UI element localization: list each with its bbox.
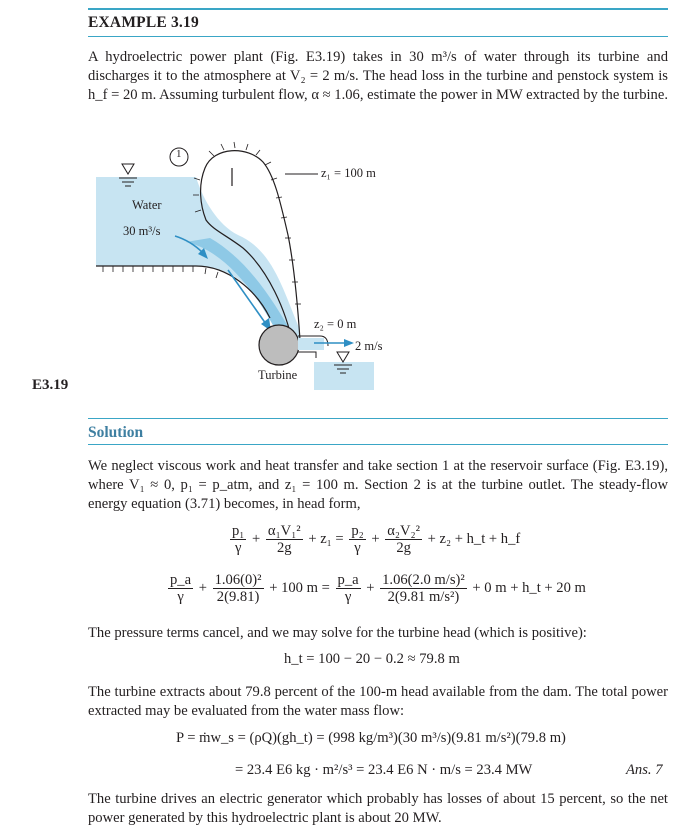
turbine-text: The turbine extracts about 79.8 percent of the 100-m head available from the dam. The total power extracted may be evaluated from the water mass flow: xyxy=(88,684,668,719)
ground-hatching xyxy=(103,266,218,278)
eq1-z1: + z₁ = xyxy=(308,530,344,547)
eq1-tail: + z₂ + h_t + h_f xyxy=(427,530,521,547)
eq2-pa1: p_a xyxy=(170,572,192,588)
eq2-d1: 2(9.81) xyxy=(216,589,260,605)
eq2-n1: 1.06(0)² xyxy=(214,572,262,588)
solution-rule xyxy=(88,418,668,419)
exit-velocity-label: 2 m/s xyxy=(355,339,383,353)
solution-heading: Solution xyxy=(88,424,144,441)
section-marker-label: 1 xyxy=(176,148,182,160)
eq1-p1: p₁ xyxy=(232,523,245,539)
z1-label: z₁ = 100 m xyxy=(321,166,376,180)
eq2-d2: 2(9.81 m/s²) xyxy=(387,589,460,605)
turbine-label: Turbine xyxy=(258,368,298,382)
reservoir-water xyxy=(96,177,196,266)
turbine-head-equation: h_t = 100 − 20 − 0.2 ≈ 79.8 m xyxy=(284,651,460,667)
title-underline xyxy=(88,36,668,37)
eq1-a1v1: α₁V₁² xyxy=(267,523,301,539)
power-result: = 23.4 E6 kg · m²/s³ = 23.4 E6 N · m/s = 23.4 MW xyxy=(235,762,533,778)
eq2-n2: 1.06(2.0 m/s)² xyxy=(382,572,465,588)
exit-arrow-head xyxy=(344,339,354,347)
answer-tag: Ans. 7 xyxy=(626,762,663,778)
eq2-mid: + 100 m = xyxy=(269,579,330,596)
eq2-gamma1: γ xyxy=(177,589,184,605)
eq1-p2: p₂ xyxy=(351,523,364,539)
energy-equation: $\frac{\text{p₁}}{\gamma}$ + $\frac{\text{α₁V₁²}}{2g}$ + z₁ = $\frac{\text{p₂}}{\gamma}$ + $\frac{\text{α₂V₂²}}{2g}$ + z₂ + h_t + h_f xyxy=(232,523,521,556)
substituted-equation: $\frac{p\_a}{\gamma}$ + $\frac{\text{1.06(0)²}}{2(9.81)}$ + 100 m = $\frac{p\_a}{\gamma}$ + $\frac{\text{1.06(2.0 m/s)²}}{\text{2(9.81 m/s²)}}$ + 0 m + h_t + 20 m xyxy=(170,572,586,605)
eq1-2g-2: 2g xyxy=(396,540,411,556)
side-label: E3.19 xyxy=(32,377,69,393)
power-equation: P = ṁw_s = (ρQ)(gh_t) = (998 kg/m³)(30 m³/s)(9.81 m/s²)(79.8 m) xyxy=(176,730,566,746)
eq2-pa2: p_a xyxy=(337,572,359,588)
dam-inner-water xyxy=(196,177,300,345)
outlet-pipe xyxy=(298,338,324,350)
pressure-text: The pressure terms cancel, and we may solve for the turbine head (which is positive): xyxy=(88,625,587,641)
header-rule xyxy=(88,8,668,10)
eq1-gamma1: γ xyxy=(234,540,242,556)
water-label: Water xyxy=(132,198,162,212)
z2-label: z₂ = 0 m xyxy=(314,317,357,331)
eq2-tail: + 0 m + h_t + 20 m xyxy=(472,579,586,596)
closing-text: The turbine drives an electric generator which probably has losses of about 15 percent, so the net power generated by this hydroelectric plant is about 20 MW. xyxy=(88,791,668,826)
eq1-a2v2: α₂V₂² xyxy=(387,523,420,539)
tailwater xyxy=(314,362,374,390)
solution-intro: We neglect viscous work and heat transfer and take section 1 at the reservoir surface (Fig. E3.19), where V₁ ≈ 0, p₁ = p_atm, and z₁ = 100 m. Section 2 is at the turbine outlet. The steady-flow energy equation (3.71) becomes, in head form, xyxy=(88,458,668,512)
example-title: EXAMPLE 3.19 xyxy=(88,14,199,31)
eq1-gamma2: γ xyxy=(354,540,361,556)
solution-underline xyxy=(88,444,668,445)
eq1-2g-1: 2g xyxy=(277,540,292,556)
flow-rate-label: 30 m³/s xyxy=(123,224,161,238)
problem-statement: A hydroelectric power plant (Fig. E3.19) takes in 30 m³/s of water through its turbine and discharges it to the atmosphere at V₂ = 2 m/s. The head loss in the turbine and penstock system is h_f = 20 m. Assuming turbulent flow, α ≈ 1.06, estimate the power in MW extracted by the turbine. xyxy=(88,49,668,103)
turbine xyxy=(259,325,299,365)
eq2-gamma2: γ xyxy=(344,589,352,605)
